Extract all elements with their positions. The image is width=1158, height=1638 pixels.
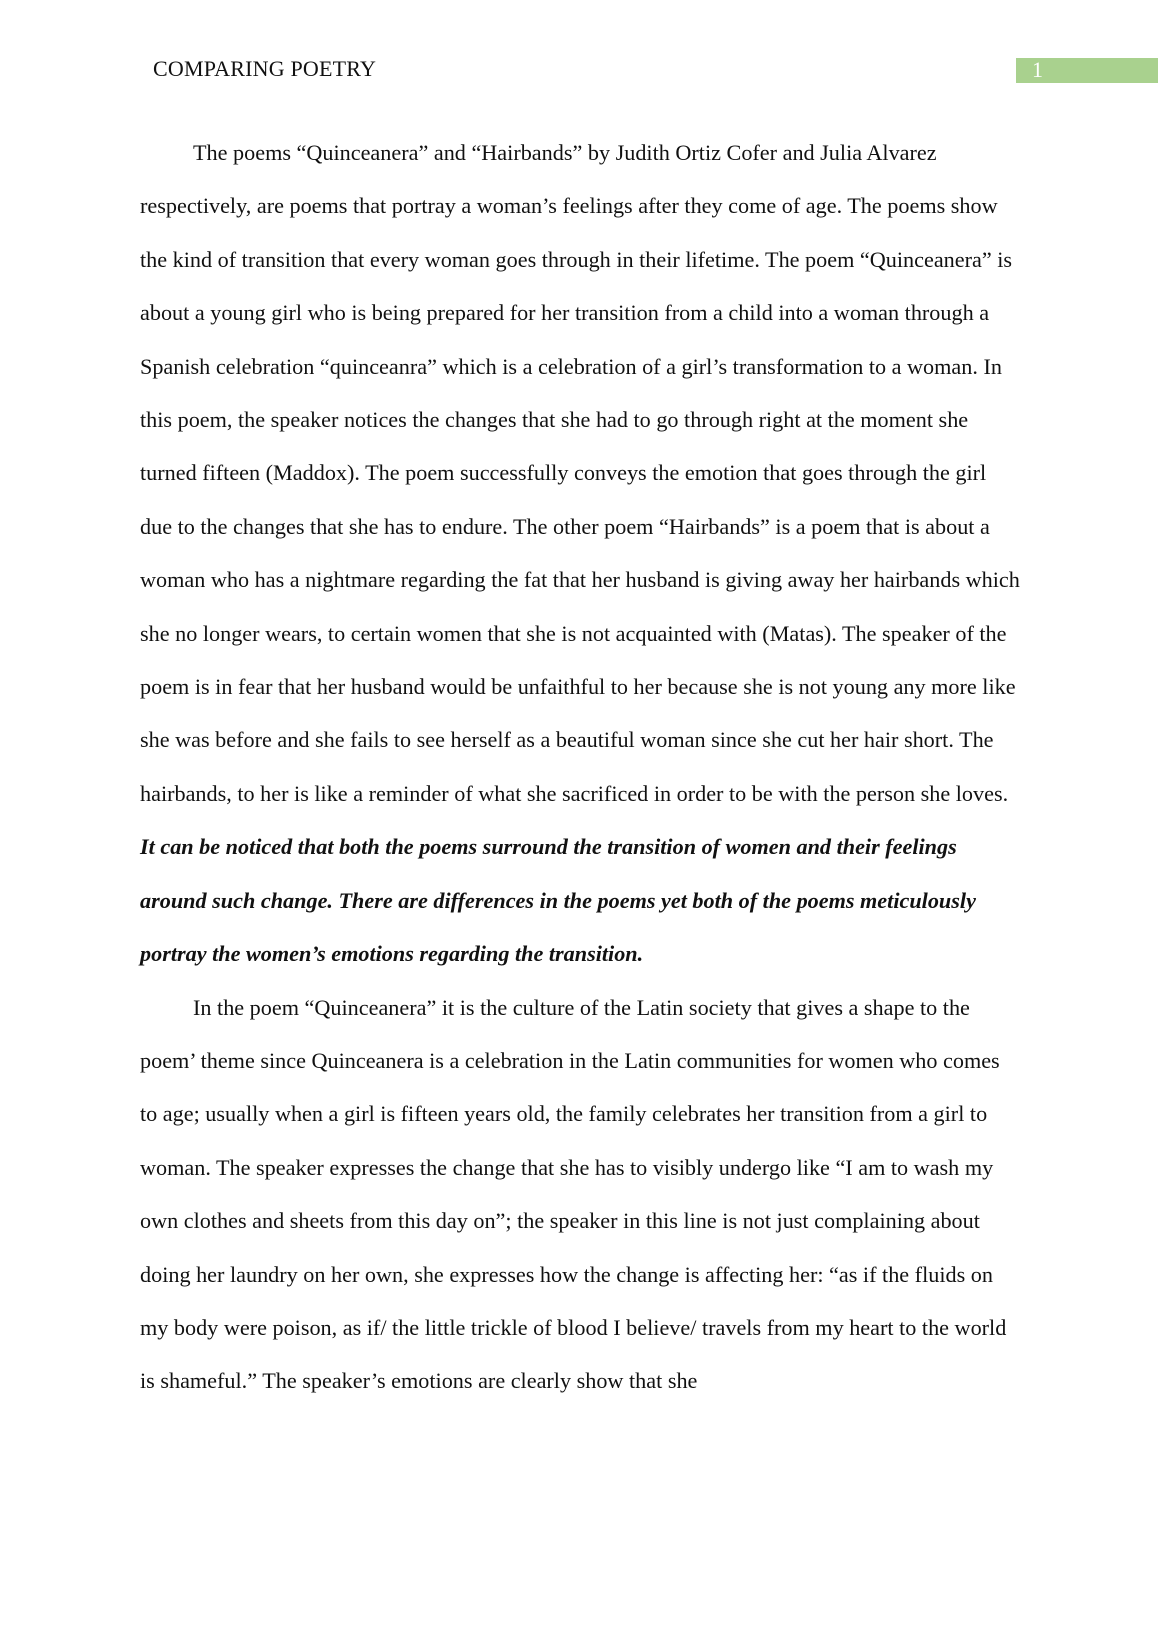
paragraph-2: In the poem “Quinceanera” it is the culture of the Latin society that gives a shape to the poem’ theme since Quinceanera is a celebration in the Latin communities for women who comes to age; usually when a girl is fifteen years old, the family celebrates her transition from a girl to woman. The speaker expresses the change that she has to visibly undergo like “I am to wash my own clothes and sheets from this day on”; the speaker in this line is not just complaining about doing her laundry on her own, she expresses how the change is affecting her: “as if the fluids on my body were poison, as if/ the little trickle of blood I believe/ travels from my heart to the world is shameful.” The speaker’s emotions are clearly show that she (140, 994, 1007, 1394)
document-body (140, 126, 1020, 1408)
thesis-statement: It can be noticed that both the poems surround the transition of women and their feelings around such change. There are differences in the poems yet both of the poems meticulously portray the women’s emotions regarding the transition. (140, 834, 976, 967)
paragraph-1-text: The poems “Quinceanera” and “Hairbands” by Judith Ortiz Cofer and Julia Alvarez respectively, are poems that portray a woman’s feelings after they come of age. The poems show the kind of transition that every woman goes through in their lifetime. The poem “Quinceanera” is about a young girl who is being prepared for her transition from a child into a woman through a Spanish celebration “quinceanra” which is a celebration of a girl’s transformation to a woman. In this poem, the speaker notices the changes that she had to go through right at the moment she turned fifteen (Maddox). The poem successfully conveys the emotion that goes through the girl due to the changes that she has to endure. The other poem “Hairbands” is a poem that is about a woman who has a nightmare regarding the fat that her husband is giving away her hairbands which she no longer wears, to certain women that she is not acquainted with (Matas). The speaker of the poem is in fear that her husband would be unfaithful to her because she is not young any more like she was before and she fails to see herself as a beautiful woman since she cut her hair short. The hairbands, to her is like a reminder of what she sacrificed in order to be with the person she loves. (140, 140, 1020, 806)
page-number: 1 (1032, 57, 1043, 82)
paragraph-1 (140, 126, 1020, 981)
running-head: COMPARING POETRY (153, 56, 377, 81)
